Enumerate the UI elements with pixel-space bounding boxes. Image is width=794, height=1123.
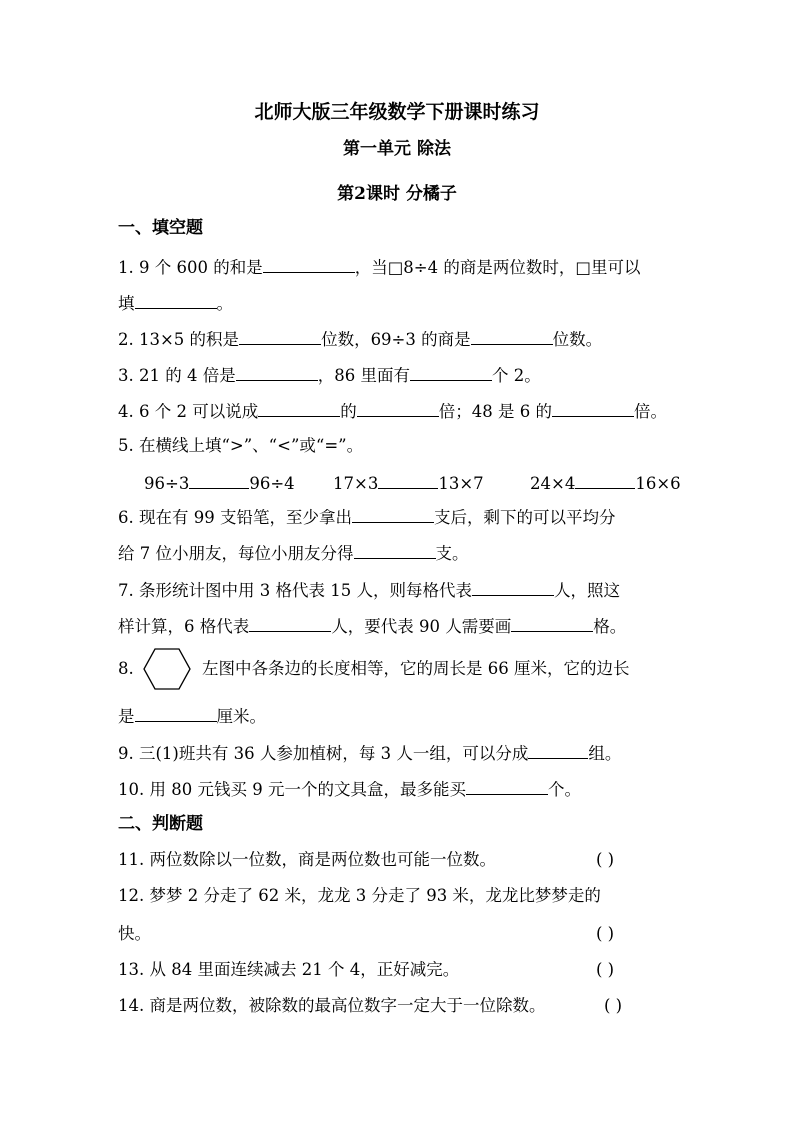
q2-blank-2[interactable] bbox=[471, 330, 553, 345]
q9-text-b: 组。 bbox=[588, 744, 622, 763]
q6-blank-2[interactable] bbox=[354, 544, 436, 559]
q7-text-d: 人，要代表 90 人需要画 bbox=[331, 617, 512, 636]
q2-text-b: 位数，69÷3 的商是 bbox=[321, 330, 471, 349]
question-12-line-1: 12. 梦梦 2 分走了 62 米，龙龙 3 分走了 93 米，龙龙比梦梦走的 bbox=[118, 886, 601, 905]
q8-text-b: 是 bbox=[118, 707, 135, 726]
question-14: 14. 商是两位数，被除数的最高位数字一定大于一位除数。 bbox=[118, 996, 546, 1015]
q1-text-b: ，当□8÷4 的商是两位数时，□里可以 bbox=[354, 258, 641, 277]
section-judge-title: 二、判断题 bbox=[118, 814, 203, 834]
question-7-line-1 bbox=[118, 581, 620, 600]
q2-text-c: 位数。 bbox=[552, 330, 603, 349]
q5-p2-blank[interactable] bbox=[378, 474, 438, 489]
q2-text-a: 2. 13×5 的积是 bbox=[118, 330, 240, 349]
question-7-line-2 bbox=[118, 617, 626, 636]
q8-text-a: 左图中各条边的长度相等，它的周长是 66 厘米，它的边长 bbox=[202, 659, 630, 678]
q7-blank-1[interactable] bbox=[472, 581, 554, 596]
q7-text-c: 样计算，6 格代表 bbox=[118, 617, 250, 636]
q3-blank-1[interactable] bbox=[236, 366, 318, 381]
unit-title: 第一单元 除法 bbox=[343, 139, 451, 159]
question-6-line-1 bbox=[118, 508, 615, 527]
q5-p1-left: 96÷3 bbox=[144, 474, 190, 493]
question-13: 13. 从 84 里面连续减去 21 个 4，正好减完。 bbox=[118, 960, 460, 979]
q5-p2-left: 17×3 bbox=[333, 474, 379, 493]
q7-text-e: 格。 bbox=[593, 617, 627, 636]
q5-p3-left: 24×4 bbox=[530, 474, 576, 493]
q5-pair-2 bbox=[333, 474, 484, 493]
q6-text-c: 给 7 位小朋友，每位小朋友分得 bbox=[118, 544, 354, 563]
q7-text-a: 7. 条形统计图中用 3 格代表 15 人，则每格代表 bbox=[118, 581, 472, 600]
question-4 bbox=[118, 402, 667, 421]
q7-blank-2[interactable] bbox=[249, 617, 331, 632]
q1-text-a: 1. 9 个 600 的和是 bbox=[118, 258, 263, 277]
q5-p1-right: 96÷4 bbox=[249, 474, 295, 493]
q4-blank-2[interactable] bbox=[357, 402, 439, 417]
q1-blank-1[interactable] bbox=[263, 258, 355, 273]
q4-text-b: 的 bbox=[340, 402, 357, 421]
question-6-line-2 bbox=[118, 544, 469, 563]
q10-text-a: 10. 用 80 元钱买 9 元一个的文具盒，最多能买 bbox=[118, 780, 466, 799]
q13-answer-paren[interactable]: ( ) bbox=[596, 960, 615, 979]
page-title: 北师大版三年级数学下册课时练习 bbox=[254, 101, 540, 123]
lesson-title: 第2课时 分橘子 bbox=[337, 184, 457, 204]
q1-blank-2[interactable] bbox=[135, 294, 217, 309]
q5-pair-3 bbox=[530, 474, 681, 493]
question-8-line-2 bbox=[118, 707, 266, 726]
question-1-line-2 bbox=[118, 294, 233, 313]
q14-answer-paren[interactable]: ( ) bbox=[604, 996, 623, 1015]
q4-text-c: 倍；48 是 6 的 bbox=[438, 402, 552, 421]
q8-text-c: 厘米。 bbox=[216, 707, 266, 726]
q5-p3-blank[interactable] bbox=[575, 474, 635, 489]
q9-text-a: 9. 三(1)班共有 36 人参加植树，每 3 人一组，可以分成 bbox=[118, 744, 529, 763]
q9-blank[interactable] bbox=[528, 744, 588, 759]
q6-text-d: 支。 bbox=[435, 544, 469, 563]
q3-text-a: 3. 21 的 4 倍是 bbox=[118, 366, 236, 385]
q7-text-b: 人，照这 bbox=[553, 581, 620, 600]
question-12-line-2: 快。 bbox=[118, 924, 151, 943]
q12-answer-paren[interactable]: ( ) bbox=[596, 924, 615, 943]
q8-number: 8. bbox=[118, 659, 134, 678]
q1-text-c: 填 bbox=[118, 294, 135, 313]
q6-text-b: 支后，剩下的可以平均分 bbox=[433, 508, 616, 527]
q4-blank-1[interactable] bbox=[258, 402, 340, 417]
q10-text-b: 个。 bbox=[547, 780, 581, 799]
question-9 bbox=[118, 744, 621, 763]
q6-text-a: 6. 现在有 99 支铅笔，至少拿出 bbox=[118, 508, 352, 527]
q11-answer-paren[interactable]: ( ) bbox=[596, 850, 615, 869]
q10-blank[interactable] bbox=[466, 780, 548, 795]
q5-p1-blank[interactable] bbox=[189, 474, 249, 489]
q8-blank[interactable] bbox=[135, 707, 217, 722]
q5-p2-right: 13×7 bbox=[438, 474, 484, 493]
q3-text-b: ，86 里面有 bbox=[317, 366, 410, 385]
section-fill-title: 一、填空题 bbox=[118, 218, 203, 238]
q7-blank-3[interactable] bbox=[511, 617, 593, 632]
q4-text-a: 4. 6 个 2 可以说成 bbox=[118, 402, 259, 421]
question-3 bbox=[118, 366, 541, 385]
q6-blank-1[interactable] bbox=[352, 508, 434, 523]
q4-blank-3[interactable] bbox=[552, 402, 634, 417]
question-11: 11. 两位数除以一位数，商是两位数也可能一位数。 bbox=[118, 850, 496, 869]
question-2 bbox=[118, 330, 602, 349]
question-10 bbox=[118, 780, 581, 799]
hexagon-figure bbox=[143, 648, 191, 690]
q3-text-c: 个 2。 bbox=[491, 366, 541, 385]
q2-blank-1[interactable] bbox=[239, 330, 321, 345]
q1-text-d: 。 bbox=[216, 294, 233, 313]
question-5: 5. 在横线上填“>”、“<”或“=”。 bbox=[118, 436, 364, 455]
question-1-line-1 bbox=[118, 258, 640, 277]
q4-text-d: 倍。 bbox=[633, 402, 667, 421]
q5-p3-right: 16×6 bbox=[635, 474, 681, 493]
q5-pair-1 bbox=[144, 474, 295, 493]
q3-blank-2[interactable] bbox=[410, 366, 492, 381]
